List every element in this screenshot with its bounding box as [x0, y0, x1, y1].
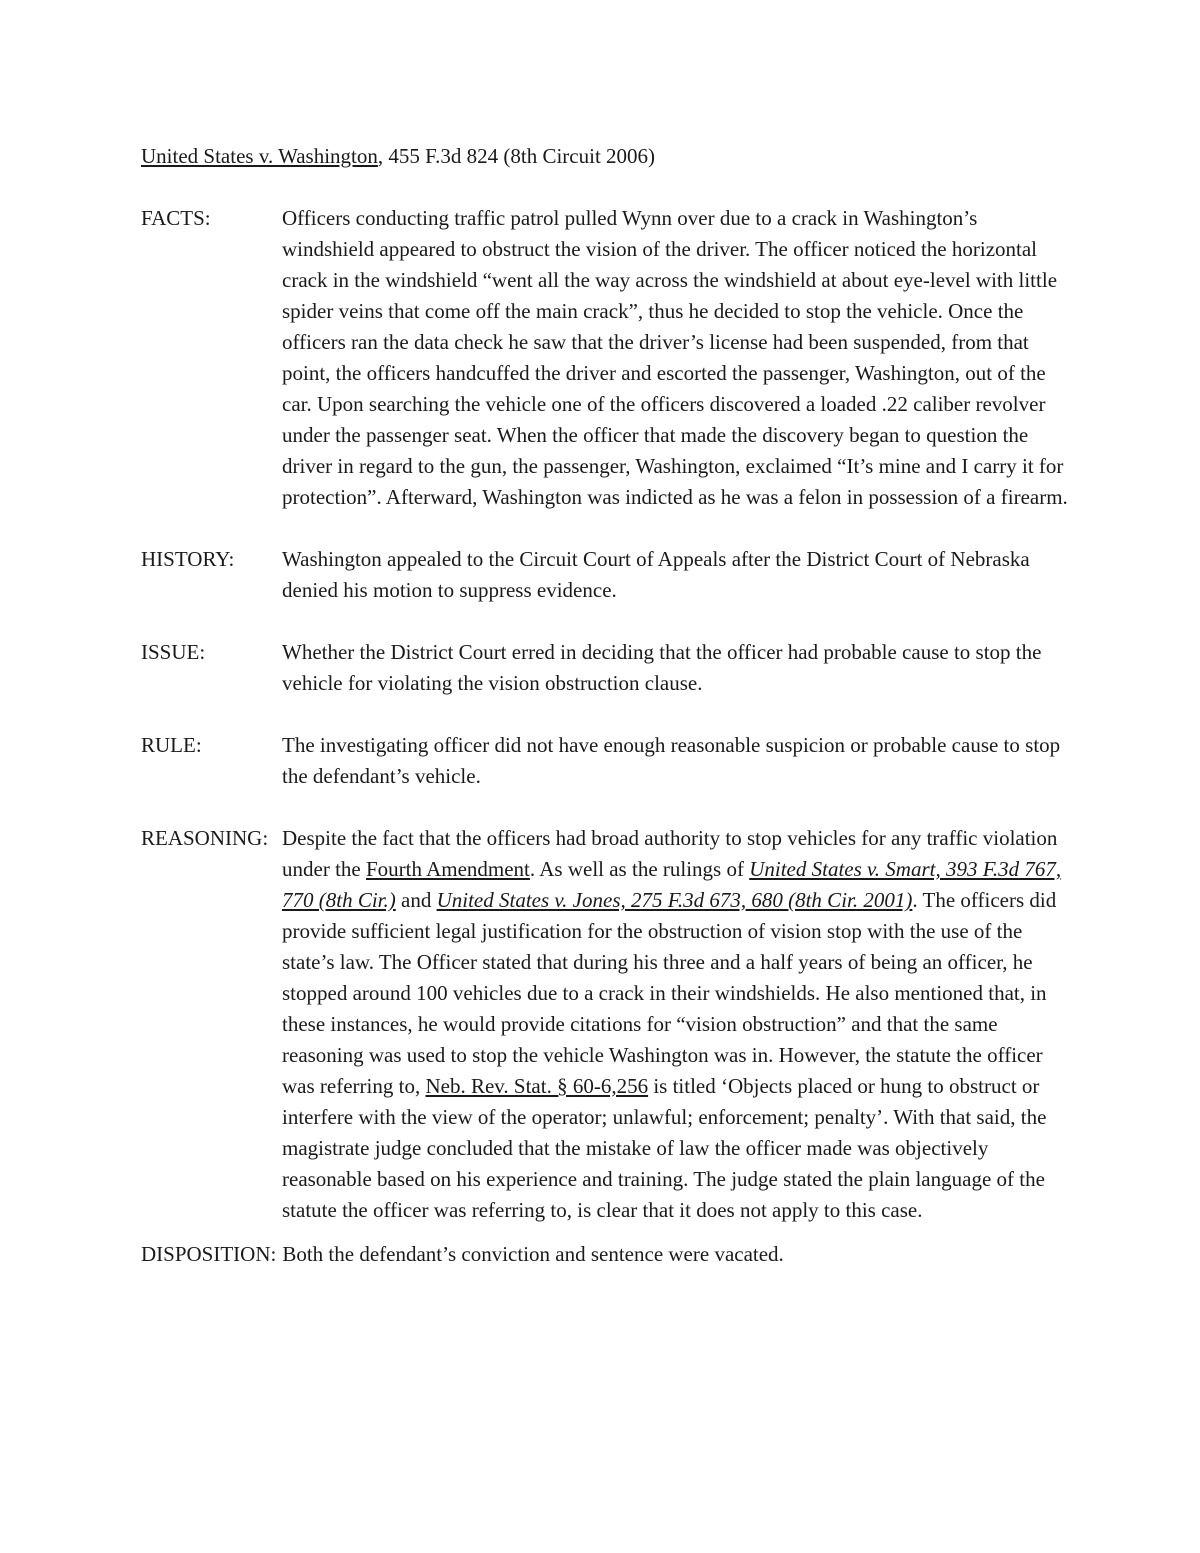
- case-title: [141, 141, 1071, 172]
- reasoning-text: [282, 823, 1071, 1226]
- history-section: [141, 544, 1071, 606]
- reasoning-text-part: and: [395, 888, 437, 912]
- case-name: United States v. Washington: [141, 144, 378, 168]
- rule-label: RULE:: [141, 733, 202, 757]
- smart-citation-link[interactable]: United States v. Smart, 393 F.3d 767, 770 (8th Cir.): [282, 857, 1062, 912]
- document-page: [141, 141, 1071, 1270]
- case-citation: , 455 F.3d 824 (8th Circuit 2006): [377, 144, 656, 168]
- disposition-text: Both the defendant’s conviction and sentence were vacated.: [282, 1242, 784, 1266]
- facts-label: FACTS:: [141, 206, 211, 230]
- history-label: HISTORY:: [141, 547, 235, 571]
- disposition-section: [141, 1239, 1071, 1270]
- reasoning-label: REASONING:: [141, 826, 269, 850]
- rule-section: [141, 730, 1071, 792]
- reasoning-text-part: is titled ‘Objects placed or hung to obstruct or interfere with the view of the operator; unlawful; enforcement; penalty’. With that said, the magistrate judge concluded that the mistake of law the officer made was objectively reasonable based on his experience and training. The judge stated the plain language of the statute the officer was referring to, is clear that it does not apply to this case.: [282, 1074, 1047, 1222]
- facts-section: [141, 203, 1071, 513]
- reasoning-text-part: . As well as the rulings of: [529, 857, 750, 881]
- facts-text: Officers conducting traffic patrol pulled Wynn over due to a crack in Washington’s windshield appeared to obstruct the vision of the driver. The officer noticed the horizontal crack in the windshield “went all the way across the windshield at about eye-level with little spider veins that come off the main crack”, thus he decided to stop the vehicle. Once the officers ran the data check he saw that the driver’s license had been suspended, from that point, the officers handcuffed the driver and escorted the passenger, Washington, out of the car. Upon searching the vehicle one of the officers discovered a loaded .22 caliber revolver under the passenger seat. When the officer that made the discovery began to question the driver in regard to the gun, the passenger, Washington, exclaimed “It’s mine and I carry it for protection”. Afterward, Washington was indicted as he was a felon in possession of a firearm.: [282, 206, 1068, 509]
- statute-citation-link[interactable]: Neb. Rev. Stat. § 60-6,256: [425, 1074, 649, 1098]
- history-text: Washington appealed to the Circuit Court of Appeals after the District Court of Nebraska denied his motion to suppress evidence.: [282, 547, 1030, 602]
- issue-label: ISSUE:: [141, 640, 206, 664]
- issue-section: [141, 637, 1071, 699]
- reasoning-text-part: Despite the fact that the officers had broad authority to stop vehicles for any traffic violation under the: [282, 826, 1058, 881]
- issue-text: Whether the District Court erred in deciding that the officer had probable cause to stop the vehicle for violating the vision obstruction clause.: [282, 640, 1042, 695]
- reasoning-text-part: . The officers did provide sufficient legal justification for the obstruction of vision stop with the use of the state’s law. The Officer stated that during his three and a half years of being an officer, he stopped around 100 vehicles due to a crack in their windshields. He also mentioned that, in these instances, he would provide citations for “vision obstruction” and that the same reasoning was used to stop the vehicle Washington was in. However, the statute the officer was referring to,: [282, 888, 1057, 1098]
- disposition-label: DISPOSITION:: [141, 1242, 277, 1266]
- rule-text: The investigating officer did not have enough reasonable suspicion or probable cause to stop the defendant’s vehicle.: [282, 733, 1061, 788]
- fourth-amendment-link[interactable]: Fourth Amendment: [365, 857, 530, 881]
- reasoning-section: [141, 823, 1071, 1226]
- jones-citation-link[interactable]: United States v. Jones, 275 F.3d 673, 680 (8th Cir. 2001): [436, 888, 913, 912]
